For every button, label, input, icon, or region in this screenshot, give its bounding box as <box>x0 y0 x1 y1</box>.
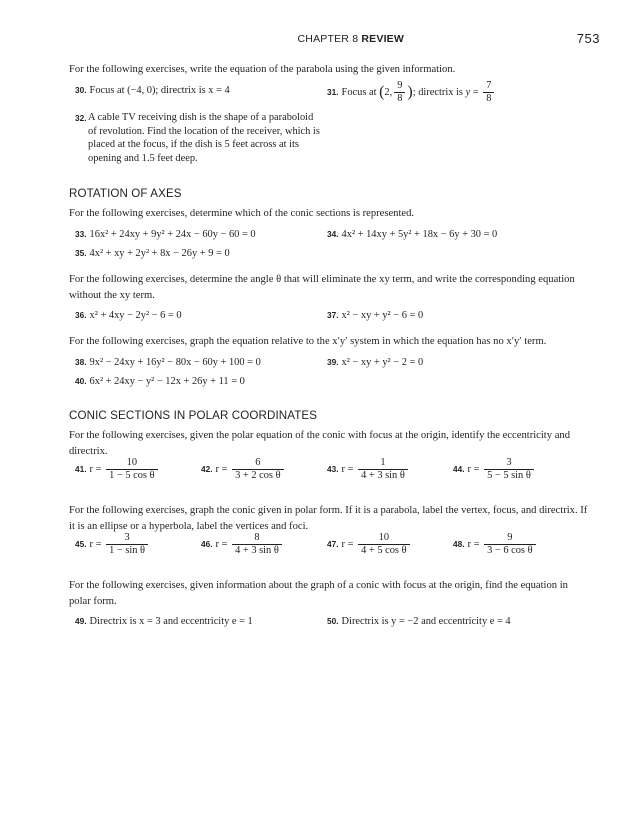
exercise-50: 50. Directrix is y = −2 and eccentricity e = 4 <box>327 616 511 627</box>
chapter-label: CHAPTER 8 REVIEW <box>297 33 404 45</box>
instruction-parabola: For the following exercises, write the equation of the parabola using the given information. <box>69 64 456 75</box>
exercise-41-fraction: $\frac{10}{\text{1 − 5 cos θ}}$ <box>106 457 157 482</box>
page-header <box>0 31 630 49</box>
exercise-44: 44. r = $\frac{3}{\text{5 − 5 sin θ}}$ <box>453 457 536 482</box>
exercise-34: 34. 4x² + 14xy + 5y² + 18x − 6y + 30 = 0 <box>327 229 498 240</box>
exercise-50-text: Directrix is y = −2 and eccentricity e = 4 <box>341 616 511 627</box>
exercise-35-text: 4x² + xy + 2y² + 8x − 26y + 9 = 0 <box>89 248 230 259</box>
page-number: 753 <box>576 31 600 46</box>
exercise-34-text: 4x² + 14xy + 5y² + 18x − 6y + 30 = 0 <box>341 229 498 240</box>
exercise-43-fraction: $\frac{1}{\text{4 + 3 sin θ}}$ <box>358 457 408 482</box>
exercise-46-fraction: $\frac{8}{\text{4 + 3 sin θ}}$ <box>232 532 282 557</box>
exercise-39: 39. x² − xy + y² − 2 = 0 <box>327 357 424 368</box>
instruction-polar-1: For the following exercises, given the polar equation of the conic with focus at the origin, identify the eccentricity and directrix. <box>69 430 570 457</box>
exercise-42-fraction: $\frac{6}{\text{3 + 2 cos θ}}$ <box>232 457 283 482</box>
exercise-30: 30. Focus at (−4, 0); directrix is x = 4 <box>75 85 230 96</box>
exercise-32: 32. A cable TV receiving dish is the shape of a paraboloid of revolution. Find the location of the receiver, which is placed at the focus, if the dish is 5 feet across at its opening and 1.5 feet deep. <box>75 112 320 164</box>
exercise-33: 33. 16x² + 24xy + 9y² + 24x − 60y − 60 = 0 <box>75 229 256 240</box>
exercise-45: 45. r = $\frac{3}{\text{1 − sin θ}}$ <box>75 532 150 557</box>
exercise-47-fraction: $\frac{10}{\text{4 + 5 cos θ}}$ <box>358 532 409 557</box>
exercise-31: 31. Focus at (2, $\frac{9}{8}$ ); directrix is y = $\frac{7}{8}$ <box>327 80 496 105</box>
exercise-46: 46. r = $\frac{8}{\text{4 + 3 sin θ}}$ <box>201 532 284 557</box>
exercise-41: 41. r = $\frac{10}{\text{1 − 5 cos θ}}$ <box>75 457 160 482</box>
exercise-49-text: Directrix is x = 3 and eccentricity e = 1 <box>89 616 253 627</box>
exercise-35: 35. 4x² + xy + 2y² + 8x − 26y + 9 = 0 <box>75 248 230 259</box>
exercise-42: 42. r = $\frac{6}{\text{3 + 2 cos θ}}$ <box>201 457 286 482</box>
section-title-rotation: ROTATION OF AXES <box>69 187 182 200</box>
exercise-38: 38. 9x² − 24xy + 16y² − 80x − 60y + 100 = 0 <box>75 357 261 368</box>
exercise-43: 43. r = $\frac{1}{\text{4 + 3 sin θ}}$ <box>327 457 410 482</box>
exercise-47: 47. r = $\frac{10}{\text{4 + 5 cos θ}}$ <box>327 532 412 557</box>
exercise-48-fraction: $\frac{9}{\text{3 − 6 cos θ}}$ <box>484 532 535 557</box>
exercise-45-fraction: $\frac{3}{\text{1 − sin θ}}$ <box>106 532 148 557</box>
exercise-38-text: 9x² − 24xy + 16y² − 80x − 60y + 100 = 0 <box>89 357 261 368</box>
exercise-49: 49. Directrix is x = 3 and eccentricity e = 1 <box>75 616 253 627</box>
exercise-36: 36. x² + 4xy − 2y² − 6 = 0 <box>75 310 182 321</box>
exercise-33-text: 16x² + 24xy + 9y² + 24x − 60y − 60 = 0 <box>89 229 256 240</box>
instruction-rotation-3: For the following exercises, graph the equation relative to the x′y′ system in which the equation has no x′y′ term. <box>69 336 547 347</box>
instruction-polar-3: For the following exercises, given information about the graph of a conic with focus at the origin, find the equation in polar form. <box>69 580 568 607</box>
section-title-polar: CONIC SECTIONS IN POLAR COORDINATES <box>69 409 318 422</box>
exercise-32-text: A cable TV receiving dish is the shape of a paraboloid of revolution. Find the location of the receiver, which is placed at the focus, if the dish is 5 feet across at its opening and 1.5 feet deep. <box>88 112 320 164</box>
exercise-48: 48. r = $\frac{9}{\text{3 − 6 cos θ}}$ <box>453 532 538 557</box>
exercise-37: 37. x² − xy + y² − 6 = 0 <box>327 310 424 321</box>
instruction-rotation-1: For the following exercises, determine which of the conic sections is represented. <box>69 208 415 219</box>
directrix-fraction: $\frac{7}{8}$ <box>483 80 494 105</box>
exercise-30-text: Focus at (−4, 0); directrix is x = 4 <box>89 85 230 96</box>
instruction-polar-2: For the following exercises, graph the conic given in polar form. If it is a parabola, label the vertex, focus, and directrix. If it is an ellipse or a hyperbola, label the vertices and foci. <box>69 505 588 532</box>
exercise-39-text: x² − xy + y² − 2 = 0 <box>341 357 424 368</box>
exercise-37-text: x² − xy + y² − 6 = 0 <box>341 310 424 321</box>
exercise-44-fraction: $\frac{3}{\text{5 − 5 sin θ}}$ <box>484 457 534 482</box>
exercise-40: 40. 6x² + 24xy − y² − 12x + 26y + 11 = 0 <box>75 376 245 387</box>
instruction-rotation-2: For the following exercises, determine the angle θ that will eliminate the xy term, and write the corresponding equation without the xy term. <box>69 274 575 301</box>
exercise-40-text: 6x² + 24xy − y² − 12x + 26y + 11 = 0 <box>89 376 245 387</box>
focus-y-fraction: $\frac{9}{8}$ <box>394 80 405 105</box>
exercise-36-text: x² + 4xy − 2y² − 6 = 0 <box>89 310 182 321</box>
